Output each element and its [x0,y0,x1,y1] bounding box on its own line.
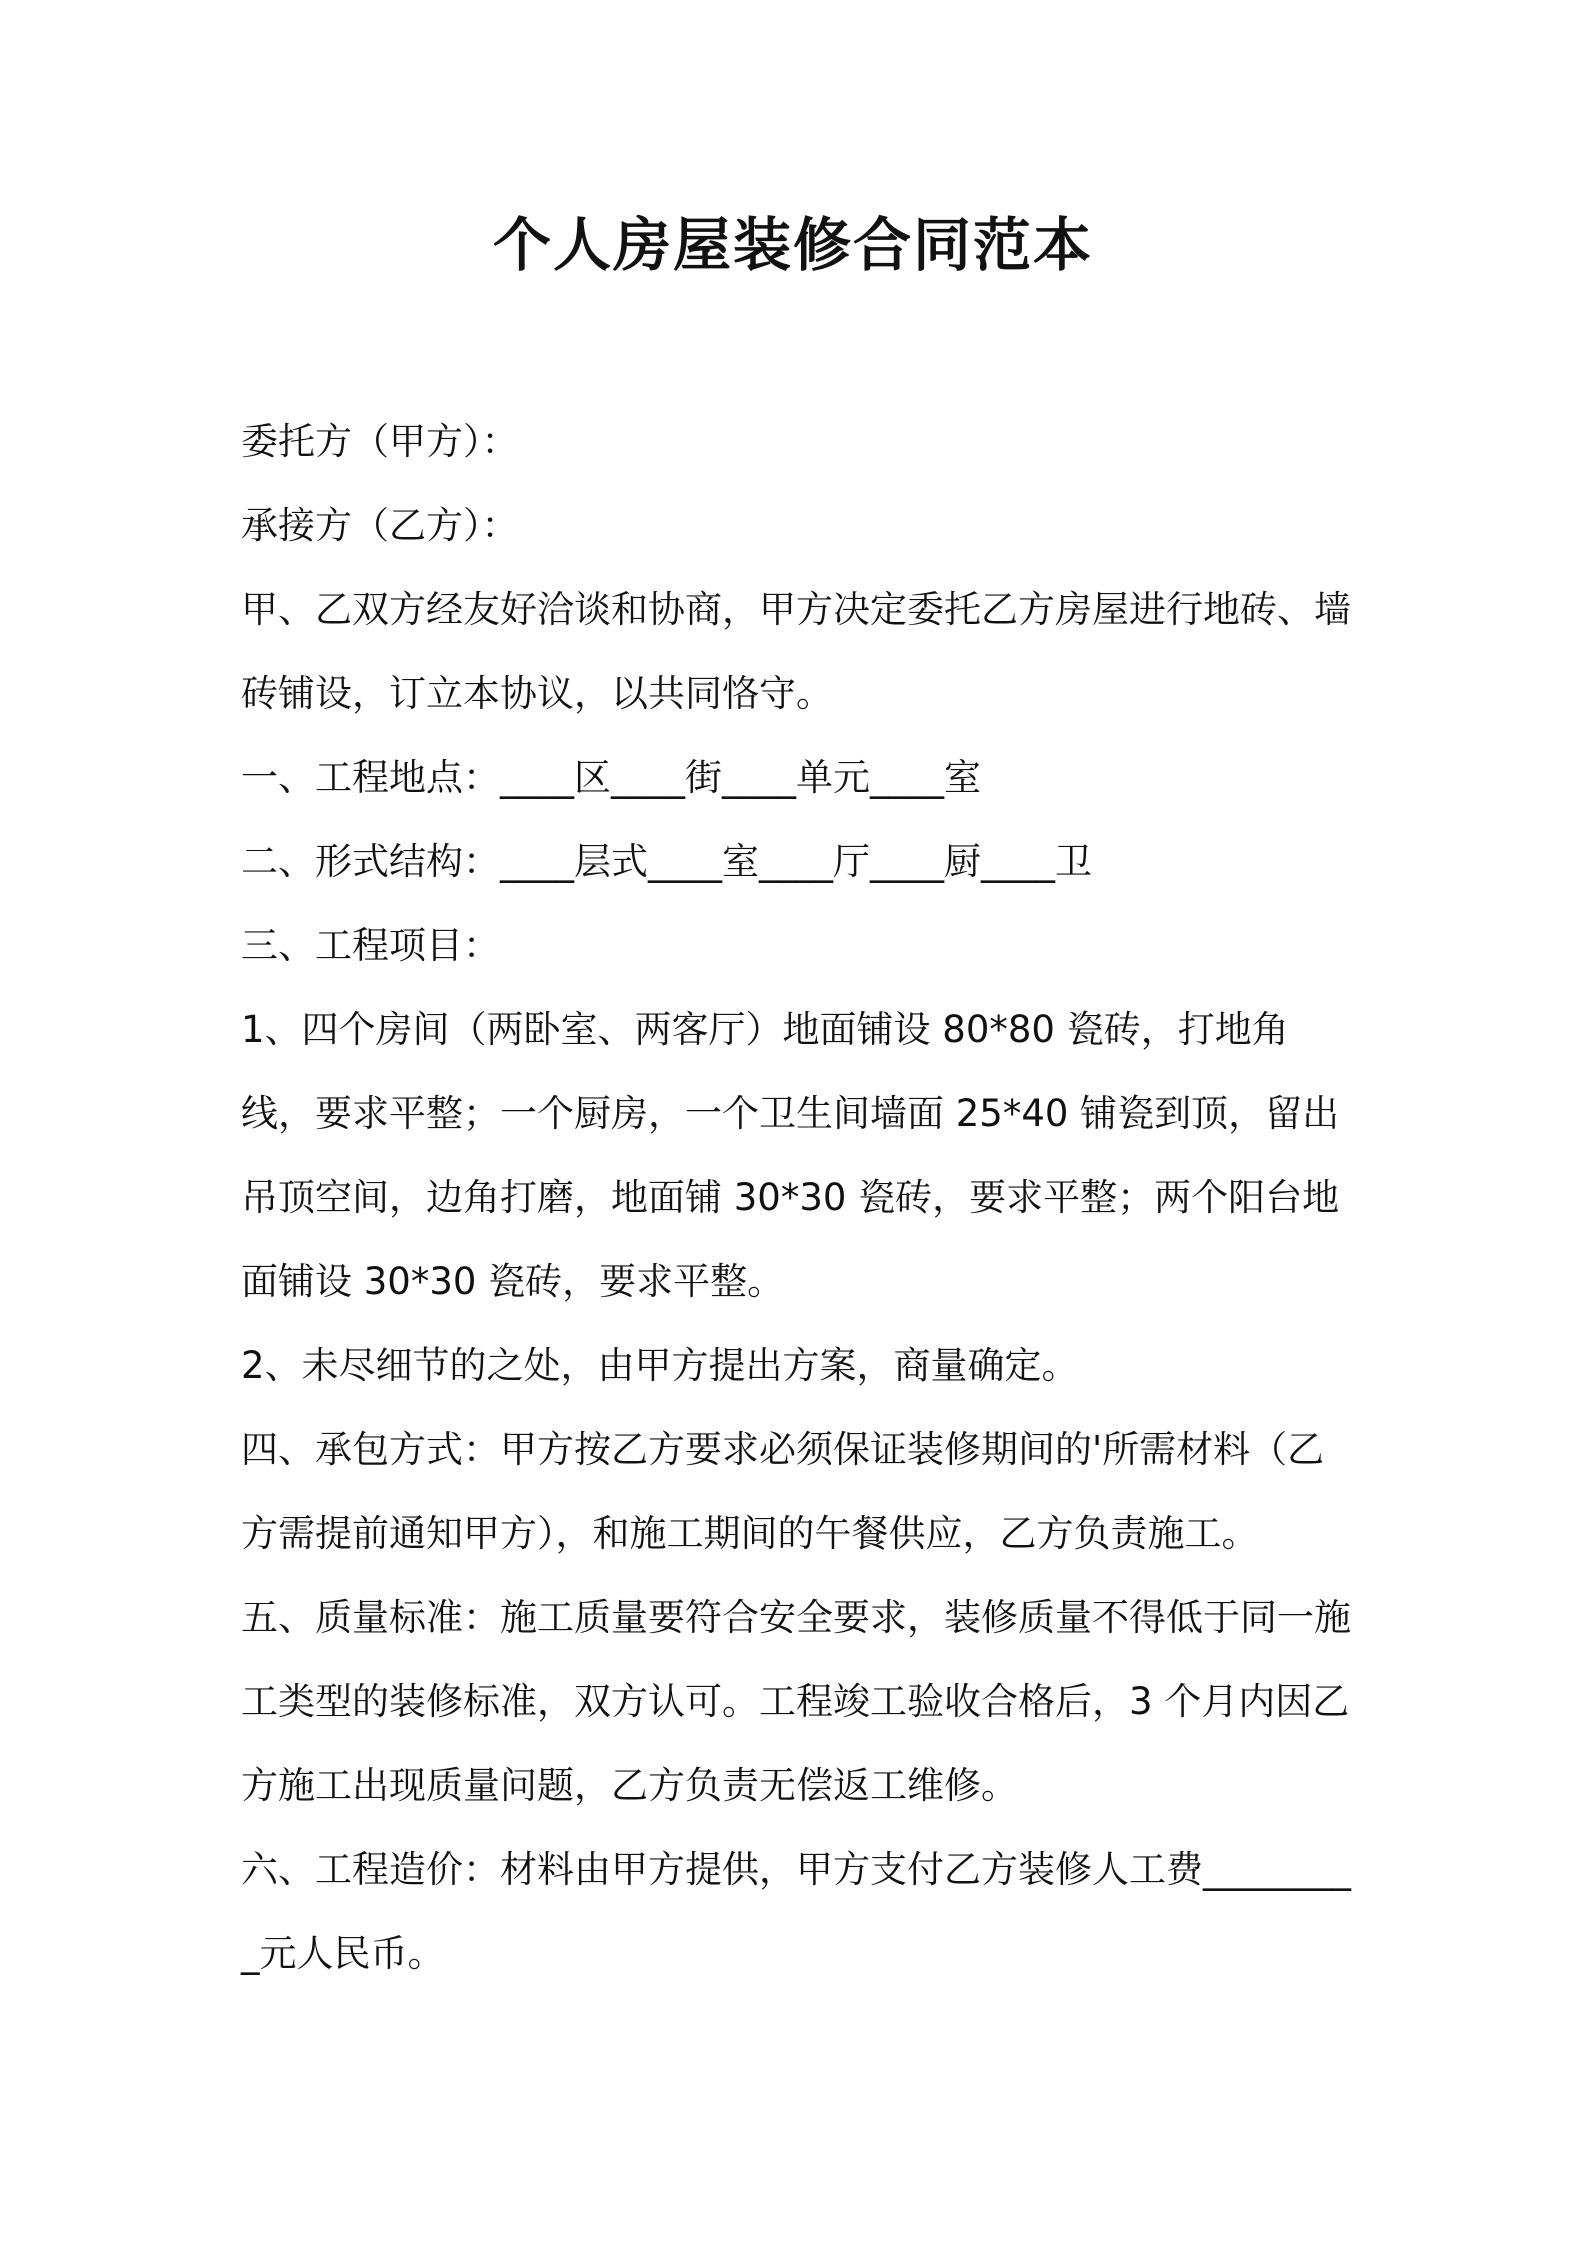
party-a-line: 委托方（甲方）： [241,420,519,463]
preamble-paragraph: 甲、乙双方经友好洽谈和协商，甲方决定委托乙方房屋进行地砖、墙砖铺设，订立本协议，以共同恪守。 [241,588,1351,715]
clause-structure: 二、形式结构：____层式____室____厅____厨____卫 [241,840,1092,883]
clause-project-items: 三、工程项目： [241,924,500,967]
project-item-2: 2、未尽细节的之处，由甲方提出方案，商量确定。 [241,1344,1079,1387]
clause-project-location: 一、工程地点：____区____街____单元____室 [241,756,981,799]
party-b-line: 承接方（乙方）： [241,504,519,547]
clause-project-cost: 六、工程造价：材料由甲方提供，甲方支付乙方装修人工费_________元人民币。 [241,1848,1351,1975]
clause-contract-method: 四、承包方式：甲方按乙方要求必须保证装修期间的'所需材料（乙方需提前通知甲方），和施工期间的午餐供应，乙方负责施工。 [241,1428,1325,1555]
document-title: 个人房屋装修合同范本 [492,211,1093,279]
clause-quality-standard: 五、质量标准：施工质量要符合安全要求，装修质量不得低于同一施工类型的装修标准，双方认可。工程竣工验收合格后，3 个月内因乙方施工出现质量问题，乙方负责无偿返工维修。 [241,1596,1351,1807]
project-item-1: 1、四个房间（两卧室、两客厅）地面铺设 80*80 瓷砖，打地角线，要求平整；一个厨房，一个卫生间墙面 25*40 铺瓷到顶，留出吊顶空间，边角打磨，地面铺 30*30 瓷砖，要求平整；两个阳台地面铺设 30*30 瓷砖，要求平整。 [241,1008,1340,1303]
document-body [241,400,1361,1996]
